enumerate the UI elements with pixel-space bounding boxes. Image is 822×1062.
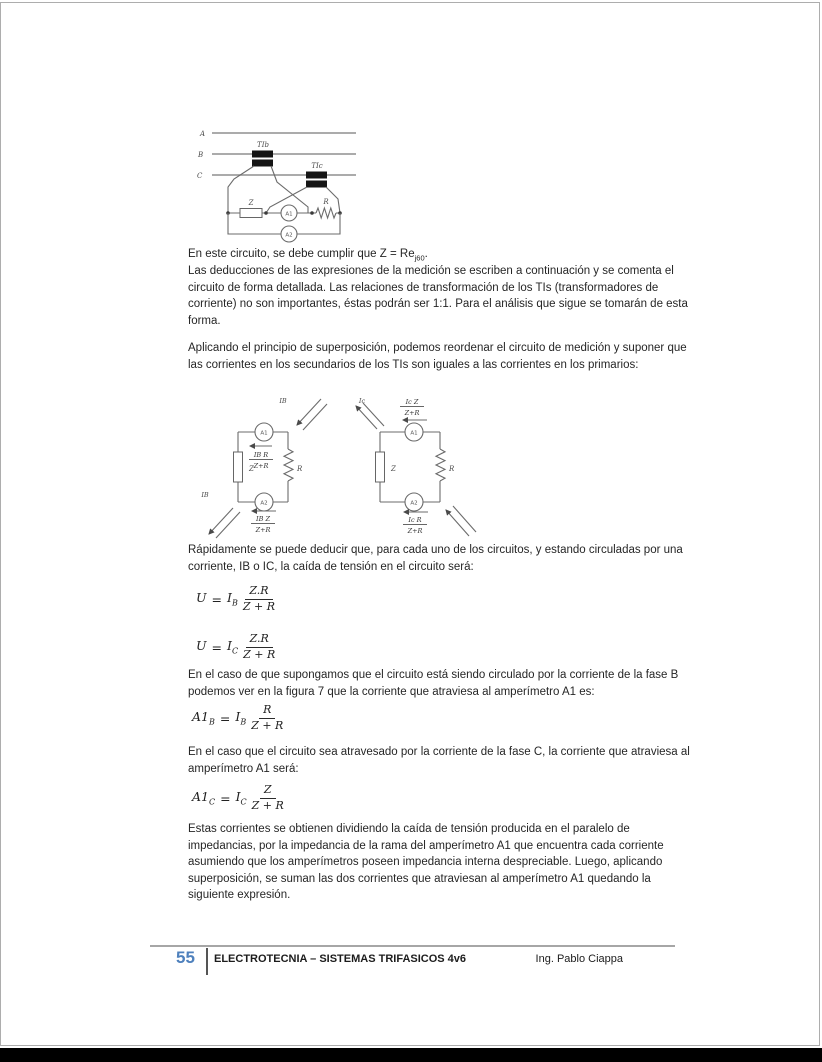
paragraph-text: En este circuito, se debe cumplir que Z = Re [188, 248, 415, 260]
resistor-coil [436, 449, 445, 481]
formula-u-ib [196, 585, 275, 613]
formula-a1b [192, 704, 283, 732]
ammeter-a1-label: A1 [260, 430, 268, 437]
transformer-c-label: TIc [311, 162, 323, 170]
paragraph-deduccion: Rápidamente se puede deducir que, para cada uno de los circuitos, y estando circuladas por una corriente, IB o IC, la caída de tensión en el circuito será: [188, 544, 683, 573]
current-in-arrow2 [453, 506, 476, 532]
page-number: 55 [176, 948, 195, 967]
phase-a-label: A [200, 130, 206, 138]
loop-wire [380, 432, 440, 502]
paragraph-superposicion: Aplicando el principio de superposición, podemos reordenar el circuito de medición y suponer que las corrientes en los secundarios de los TIs son iguales a las corrientes en los primarios: [188, 342, 687, 371]
fraction-bottom-numerator: Ic R [408, 516, 422, 524]
impedance-label: Z [248, 199, 254, 207]
current-out-arrow2 [363, 403, 384, 426]
transformer-b-label: TIb [257, 141, 269, 149]
resistor-label: R [323, 198, 329, 206]
paragraph-fase-c: En el caso que el circuito sea atravesado por la corriente de la fase C, la corriente que atraviesa al amperímetro A1 será: [188, 746, 690, 775]
ammeter-a1-label: A1 [285, 211, 293, 218]
current-ib-in-label: IB [279, 397, 287, 405]
formula-coefficient: $I_B$ [227, 590, 238, 608]
resistor-label: R [297, 465, 303, 473]
subscript-text: j60 [414, 253, 425, 263]
current-out-arrow2 [216, 512, 240, 538]
equals-sign: = [220, 790, 231, 806]
current-out-arrow [356, 406, 377, 429]
ammeter-a2-label: A2 [285, 232, 293, 239]
footer-document-title: ELECTROTECNIA – SISTEMAS TRIFASICOS 4v6 [214, 953, 467, 965]
phase-c-label: C [197, 172, 203, 180]
fraction: $\frac{Z.R}{Z + R}$ [243, 632, 276, 661]
formula-lhs: $A1_C$ [192, 789, 216, 807]
paragraph-conclusion: Estas corrientes se obtienen dividiendo la caída de tensión producida en el paralelo de impedancias, por la impedancia de la rama del amperímetro A1 que encuentra cada corriente asumiendo que los amperímetros poseen impedancia interna despreciable. Luego, aplicando superposición, se suman las dos corrientes que atraviesan al amperímetro A1 quedando la siguiente expresión. [188, 823, 664, 902]
formula-coefficient: $I_C$ [227, 638, 239, 656]
node [264, 211, 268, 215]
impedance-label: Z [391, 465, 396, 473]
fraction: $\frac{R}{Z + R}$ [251, 703, 284, 732]
ammeter-a2-label: A2 [260, 500, 268, 507]
equals-sign: = [211, 639, 223, 655]
resistor-coil [284, 449, 293, 481]
ammeter-a2-label: A2 [410, 500, 418, 507]
formula-coefficient: $I_B$ [235, 709, 247, 727]
bottom-black-bar [0, 1048, 822, 1062]
resistor-zigzag [316, 208, 336, 218]
impedance-label: Z [249, 465, 254, 473]
fraction-top-denominator: Z+R [253, 462, 269, 470]
fraction-top-numerator: IB R [253, 451, 269, 459]
transformer-b-secondary [252, 160, 273, 167]
circuit-diagram-superposition-c [350, 395, 485, 545]
fraction: $\frac{Z}{Z + R}$ [251, 783, 284, 812]
impedance-box [240, 209, 262, 218]
formula-a1c [192, 784, 284, 812]
formula-lhs: U [196, 590, 207, 606]
fraction: $\frac{Z.R}{Z + R}$ [242, 584, 276, 613]
formula-coefficient: $I_C$ [235, 789, 247, 807]
circuit-diagram-measurement [195, 123, 363, 245]
equals-sign: = [219, 710, 231, 726]
footer-author: Ing. Pablo Ciappa [535, 953, 623, 965]
paragraph-text: . [424, 248, 428, 260]
resistor-label: R [449, 465, 455, 473]
node [310, 211, 314, 215]
transformer-c-primary [306, 172, 327, 179]
impedance-box [234, 452, 243, 482]
current-ic-out-label: Ic [358, 397, 366, 405]
fraction-top-numerator: Ic Z [405, 398, 419, 406]
transformer-c-secondary [306, 181, 327, 188]
current-out-arrow [209, 508, 233, 534]
current-in-arrow2 [303, 404, 327, 430]
paragraph-fase-b: En el caso de que supongamos que el circuito está siendo circulado por la corriente de la fase B podemos ver en la figura 7 que la corriente que atraviesa al amperímetro A1 es: [188, 669, 679, 698]
equals-sign: = [211, 591, 223, 607]
impedance-box [376, 452, 385, 482]
fraction-bottom-denominator: Z+R [255, 526, 271, 534]
fraction-bottom-denominator: Z+R [407, 527, 423, 535]
footer-separator [206, 948, 208, 975]
ammeter-a1-label: A1 [410, 430, 418, 437]
current-ib-out-label: IB [201, 491, 209, 499]
fraction-top-denominator: Z+R [404, 409, 420, 417]
transformer-b-primary [252, 151, 273, 158]
paragraph-deducciones: Las deducciones de las expresiones de la medición se escriben a continuación y se comenta el circuito de forma detallada. Las relaciones de transformación de los TIs (transformadores de corriente) no son importantes, éstas podrán ser 1:1. Para el análisis que sigue se tomarán de esta forma. [188, 265, 688, 327]
formula-lhs: U [196, 638, 207, 654]
formula-u-ic [196, 633, 275, 661]
current-in-arrow [446, 510, 469, 536]
fraction-bottom-numerator: IB Z [256, 515, 270, 523]
phase-b-label: B [198, 151, 204, 159]
circuit-diagram-superposition-b [195, 395, 345, 545]
current-in-arrow [297, 399, 321, 425]
footer-divider [150, 945, 675, 947]
formula-lhs: $A1_B$ [192, 709, 215, 727]
